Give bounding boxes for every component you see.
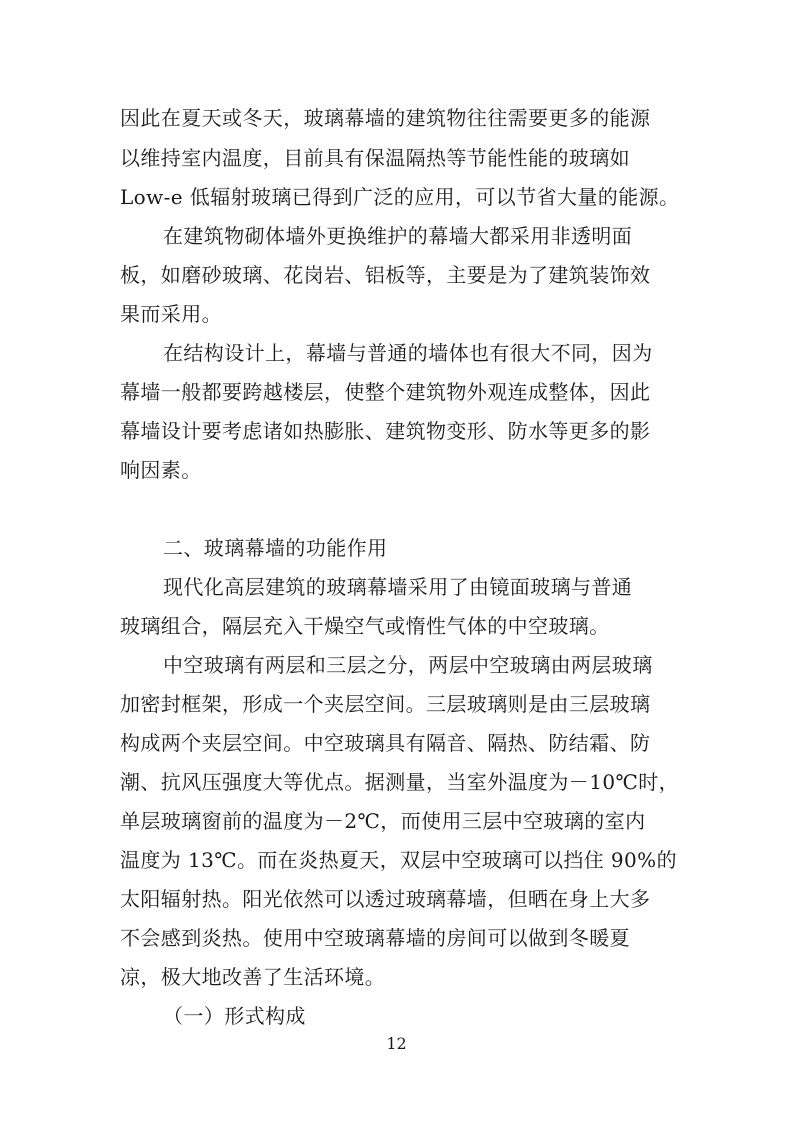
body-text-line: 在建筑物砌体墙外更换维护的幕墙大都采用非透明面 <box>163 224 633 248</box>
body-text-line: 以维持室内温度，目前具有保温隔热等节能性能的玻璃如 <box>120 146 630 170</box>
body-text-line: 板，如磨砂玻璃、花岗岩、铝板等，主要是为了建筑装饰效 <box>120 263 651 287</box>
body-text-line: 响因素。 <box>120 458 202 482</box>
body-text-line: Low-e 低辐射玻璃已得到广泛的应用，可以节省大量的能源。 <box>120 185 680 209</box>
body-text-line: 凉，极大地改善了生活环境。 <box>120 965 386 989</box>
body-text-line: 幕墙一般都要跨越楼层，使整个建筑物外观连成整体，因此 <box>120 380 651 404</box>
body-text-line: 太阳辐射热。阳光依然可以透过玻璃幕墙，但晒在身上大多 <box>120 887 651 911</box>
body-text-line: 构成两个夹层空间。中空玻璃具有隔音、隔热、防结霜、防 <box>120 731 651 755</box>
body-text-line: 现代化高层建筑的玻璃幕墙采用了由镜面玻璃与普通 <box>163 575 633 599</box>
body-text-line: 中空玻璃有两层和三层之分，两层中空玻璃由两层玻璃 <box>163 653 653 677</box>
body-text-line: 温度为 13℃。而在炎热夏天，双层中空玻璃可以挡住 90%的 <box>120 848 677 872</box>
body-text-line: 在结构设计上，幕墙与普通的墙体也有很大不同，因为 <box>163 341 653 365</box>
body-text-line: 因此在夏天或冬天，玻璃幕墙的建筑物往往需要更多的能源 <box>120 106 651 130</box>
subsection-heading: （一）形式构成 <box>163 1004 306 1028</box>
body-text-line: 果而采用。 <box>120 302 222 326</box>
body-text-line: 不会感到炎热。使用中空玻璃幕墙的房间可以做到冬暖夏 <box>120 926 630 950</box>
body-text-line: 潮、抗风压强度大等优点。据测量，当室外温度为－10℃时， <box>120 770 680 794</box>
body-text-line: 玻璃组合，隔层充入干燥空气或惰性气体的中空玻璃。 <box>120 614 610 638</box>
page-number: 12 <box>386 1034 407 1053</box>
body-text-line: 单层玻璃窗前的温度为－2℃，而使用三层中空玻璃的室内 <box>120 809 646 833</box>
body-text-line: 加密封框架，形成一个夹层空间。三层玻璃则是由三层玻璃 <box>120 692 651 716</box>
section-heading: 二、玻璃幕墙的功能作用 <box>163 536 388 560</box>
body-text-line: 幕墙设计要考虑诸如热膨胀、建筑物变形、防水等更多的影 <box>120 419 651 443</box>
